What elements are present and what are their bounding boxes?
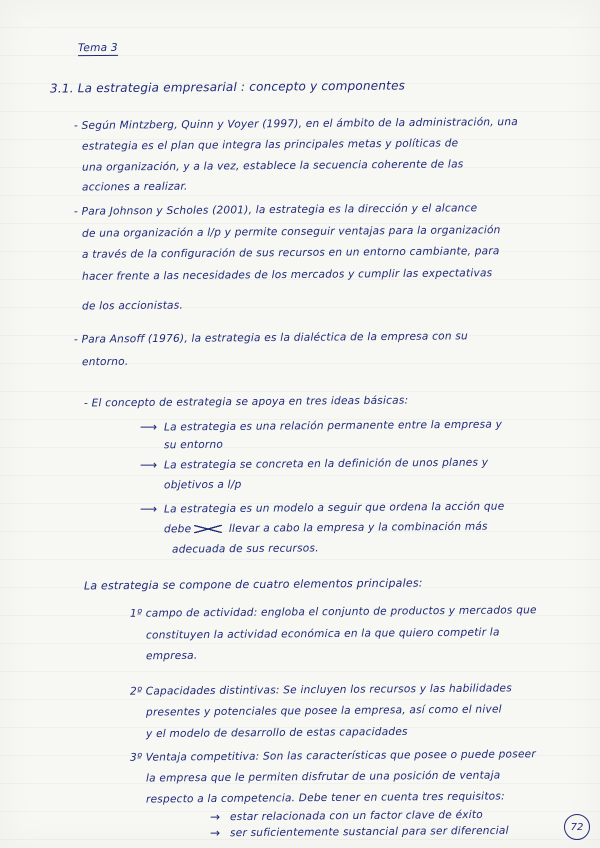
component-line: 3º Ventaja competitiva: Son las características que posee o puede poseer (129, 748, 536, 764)
idea-line: objetivos a l/p (163, 478, 242, 492)
arrow-icon: ⟶ (140, 420, 158, 434)
component-line: 2º Capacidades distintivas: Se incluyen los recursos y las habilidades (129, 682, 512, 698)
requirement-line: estar relacionada con un factor clave de éxito (229, 808, 483, 824)
idea-word: llevar a cabo la empresa y la combinación más (228, 520, 488, 535)
arrow-icon: → (210, 810, 221, 824)
component-line: empresa. (145, 649, 198, 663)
idea-word: debe (163, 523, 192, 536)
component-line: respecto a la competencia. Debe tener en cuenta tres requisitos: (145, 790, 505, 806)
component-line: presentes y potenciales que posee la empresa, así como el nivel (145, 703, 502, 719)
section-heading: 3.1. La estrategia empresarial : concepto y componentes (49, 78, 406, 96)
p2-line: de una organización a l/p y permite conseguir ventajas para la organización (81, 224, 501, 240)
component-line: y el modelo de desarrollo de estas capacidades (145, 725, 408, 741)
arrow-icon: → (210, 826, 221, 840)
page-number: 72 (564, 814, 590, 840)
p1-line: una organización, y a la vez, establece la secuencia coherente de las (81, 158, 464, 174)
idea-line: adecuada de sus recursos. (171, 542, 319, 556)
component-line: constituyen la actividad económica en la que quiero competir la (145, 626, 500, 642)
p1-line: - Según Mintzberg, Quinn y Voyer (1997), en el ámbito de la administración, una (73, 116, 518, 132)
idea-line (164, 521, 488, 536)
component-line: la empresa que le permiten disfrutar de una posición de ventaja (145, 769, 501, 785)
p2-line: de los accionistas. (81, 299, 184, 313)
p4-intro: - El concepto de estrategia se apoya en tres ideas básicas: (83, 394, 409, 410)
component-line: 1º campo de actividad: engloba el conjunto de productos y mercados que (129, 604, 537, 620)
p2-line: a través de la configuración de sus recursos en un entorno cambiante, para (81, 245, 500, 261)
crossed-out-word (194, 525, 222, 533)
p2-line: - Para Johnson y Scholes (2001), la estrategia es la dirección y el alcance (73, 202, 478, 218)
idea-line: La estrategia se concreta en la definición de unos planes y (163, 456, 489, 472)
requirement-line: ser suficientemente sustancial para ser diferencial (229, 824, 509, 840)
p1-line: estrategia es el plan que integra las principales metas y políticas de (81, 137, 459, 153)
topic-label: Tema 3 (77, 41, 118, 55)
components-intro: La estrategia se compone de cuatro elementos principales: (83, 576, 423, 593)
p1-line: acciones a realizar. (81, 180, 188, 194)
idea-line: La estrategia es un modelo a seguir que ordena la acción que (163, 500, 505, 516)
arrow-icon: ⟶ (140, 458, 158, 472)
arrow-icon: ⟶ (140, 502, 158, 516)
p3-line: entorno. (81, 355, 129, 369)
idea-line: su entorno (163, 438, 224, 452)
idea-line: La estrategia es una relación permanente entre la empresa y (163, 418, 503, 434)
p3-line: - Para Ansoff (1976), la estrategia es la dialéctica de la empresa con su (73, 330, 468, 346)
p2-line: hacer frente a las necesidades de los mercados y cumplir las expectativas (81, 267, 493, 283)
